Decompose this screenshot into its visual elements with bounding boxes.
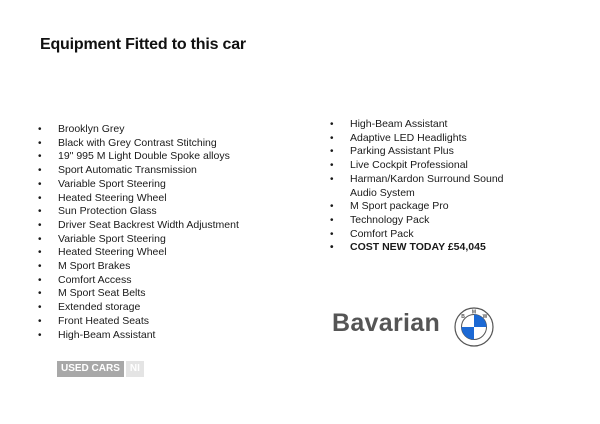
- logo-letter-m: M: [471, 309, 477, 316]
- page-title: Equipment Fitted to this car: [40, 36, 246, 53]
- list-item: • Driver Seat Backrest Width Adjustment: [38, 219, 268, 233]
- list-item: • Variable Sport Steering: [38, 178, 268, 192]
- used-cars-badge: [57, 361, 144, 377]
- list-item: • Live Cockpit Professional: [330, 159, 510, 173]
- list-item: • High-Beam Assistant: [330, 118, 510, 132]
- logo-letter-b: B: [461, 314, 465, 320]
- list-item: • Heated Steering Wheel: [38, 192, 268, 206]
- list-item: • 19" 995 M Light Double Spoke alloys: [38, 150, 268, 164]
- list-item: • M Sport package Pro: [330, 200, 510, 214]
- bmw-roundel-icon: [454, 307, 494, 347]
- list-item: • Adaptive LED Headlights: [330, 132, 510, 146]
- list-item: • Comfort Pack: [330, 228, 510, 242]
- used-cars-label: USED CARS: [57, 361, 124, 377]
- equipment-list-right: [330, 118, 510, 255]
- list-item: • Comfort Access: [38, 274, 268, 288]
- list-item: • M Sport Seat Belts: [38, 287, 268, 301]
- list-item: • High-Beam Assistant: [38, 329, 268, 343]
- list-item: • Harman/Kardon Surround Sound Audio System: [330, 173, 510, 200]
- list-item: • M Sport Brakes: [38, 260, 268, 274]
- brand-name: Bavarian: [332, 309, 441, 337]
- list-item: • Brooklyn Grey: [38, 123, 268, 137]
- logo-letter-w: W: [482, 314, 488, 320]
- cost-new-item: • COST NEW TODAY £54,045: [330, 241, 510, 255]
- list-item: • Extended storage: [38, 301, 268, 315]
- list-item: • Sport Automatic Transmission: [38, 164, 268, 178]
- region-label: NI: [126, 361, 144, 377]
- list-item: • Black with Grey Contrast Stitching: [38, 137, 268, 151]
- equipment-list-left: [38, 123, 268, 342]
- list-item: • Parking Assistant Plus: [330, 145, 510, 159]
- list-item: • Variable Sport Steering: [38, 233, 268, 247]
- list-item: • Technology Pack: [330, 214, 510, 228]
- list-item: • Heated Steering Wheel: [38, 246, 268, 260]
- list-item: • Sun Protection Glass: [38, 205, 268, 219]
- list-item: • Front Heated Seats: [38, 315, 268, 329]
